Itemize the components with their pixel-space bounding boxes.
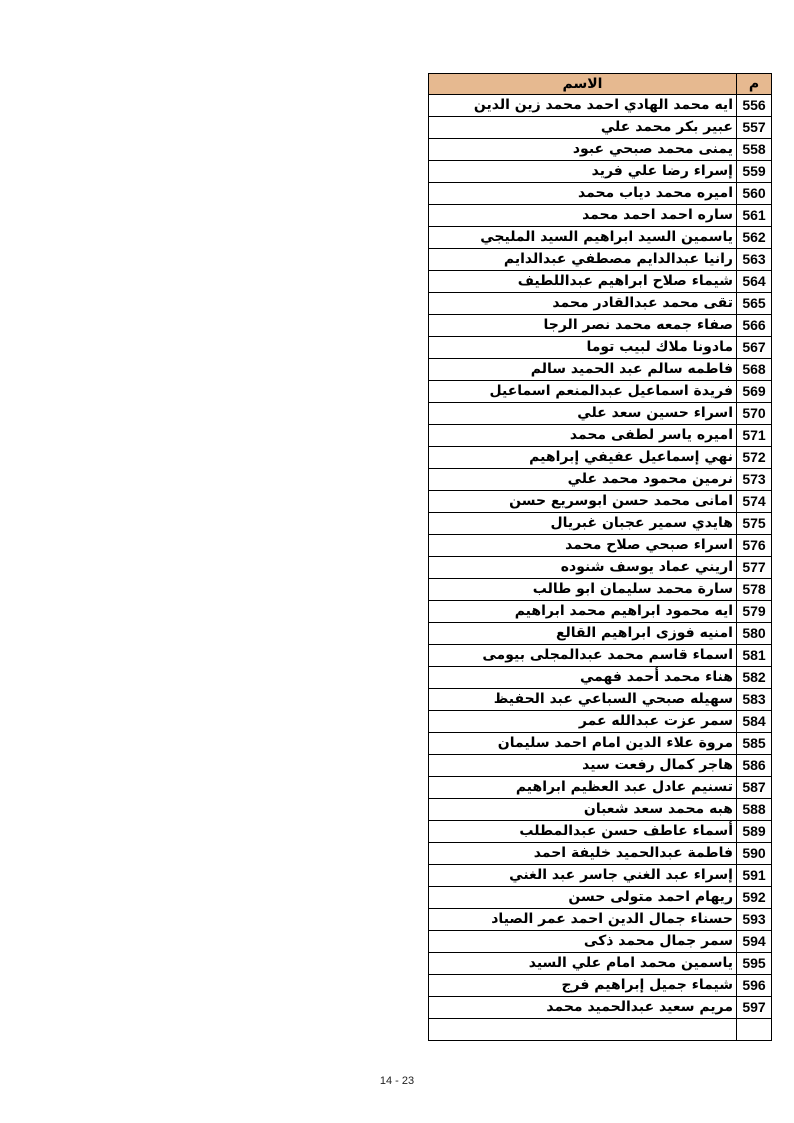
row-number: 572 (737, 447, 772, 469)
row-name: مروة علاء الدين امام احمد سليمان (429, 733, 737, 755)
row-number: 595 (737, 953, 772, 975)
row-name: اريني عماد يوسف شنوده (429, 557, 737, 579)
row-name: ياسمين محمد امام علي السيد (429, 953, 737, 975)
row-name: ياسمين السيد ابراهيم السيد المليجي (429, 227, 737, 249)
row-name: نرمين محمود محمد علي (429, 469, 737, 491)
row-name-empty (429, 1019, 737, 1041)
row-name: اسراء حسين سعد علي (429, 403, 737, 425)
row-number-empty (737, 1019, 772, 1041)
row-number: 558 (737, 139, 772, 161)
table-row (429, 271, 772, 293)
table-row (429, 469, 772, 491)
table-row (429, 821, 772, 843)
row-name: اميره ياسر لطفى محمد (429, 425, 737, 447)
row-number: 591 (737, 865, 772, 887)
row-number: 576 (737, 535, 772, 557)
row-name: يمنى محمد صبحي عبود (429, 139, 737, 161)
row-name: فاطمة عبدالحميد خليفة احمد (429, 843, 737, 865)
row-number: 579 (737, 601, 772, 623)
table-row (429, 403, 772, 425)
table-row (429, 425, 772, 447)
row-number: 583 (737, 689, 772, 711)
row-name: تسنيم عادل عبد العظيم ابراهيم (429, 777, 737, 799)
table-row (429, 359, 772, 381)
names-table (428, 73, 772, 1041)
row-name: اسماء قاسم محمد عبدالمجلى بيومى (429, 645, 737, 667)
row-name: أسماء عاطف حسن عبدالمطلب (429, 821, 737, 843)
row-number: 580 (737, 623, 772, 645)
row-name: تقى محمد عبدالقادر محمد (429, 293, 737, 315)
row-name: اسراء صبحي صلاح محمد (429, 535, 737, 557)
table-header-row (429, 74, 772, 95)
row-number: 581 (737, 645, 772, 667)
table-row (429, 931, 772, 953)
table-row (429, 645, 772, 667)
row-number: 570 (737, 403, 772, 425)
row-number: 575 (737, 513, 772, 535)
row-number: 569 (737, 381, 772, 403)
row-name: ساره احمد احمد محمد (429, 205, 737, 227)
table-row (429, 337, 772, 359)
row-name: ريهام احمد متولى حسن (429, 887, 737, 909)
table-row (429, 755, 772, 777)
row-number: 565 (737, 293, 772, 315)
row-name: إسراء رضا علي فريد (429, 161, 737, 183)
row-number: 574 (737, 491, 772, 513)
row-name: اميره محمد دياب محمد (429, 183, 737, 205)
table-row (429, 667, 772, 689)
table-row (429, 953, 772, 975)
row-number: 584 (737, 711, 772, 733)
row-name: مريم سعيد عبدالحميد محمد (429, 997, 737, 1019)
row-name: هناء محمد أحمد فهمي (429, 667, 737, 689)
table-row (429, 513, 772, 535)
row-name: صفاء جمعه محمد نصر الرجا (429, 315, 737, 337)
table-row (429, 623, 772, 645)
table-row (429, 293, 772, 315)
row-number: 561 (737, 205, 772, 227)
row-number: 577 (737, 557, 772, 579)
table-row (429, 139, 772, 161)
row-name: عبير بكر محمد علي (429, 117, 737, 139)
row-number: 563 (737, 249, 772, 271)
table-row (429, 557, 772, 579)
row-number: 571 (737, 425, 772, 447)
row-number: 590 (737, 843, 772, 865)
row-name: شيماء صلاح ابراهيم عبداللطيف (429, 271, 737, 293)
row-number: 586 (737, 755, 772, 777)
table-row (429, 887, 772, 909)
table-row (429, 733, 772, 755)
page-number: 14 - 23 (379, 1075, 415, 1087)
row-number: 578 (737, 579, 772, 601)
row-name: شيماء جميل إبراهيم فرج (429, 975, 737, 997)
table-row (429, 711, 772, 733)
row-name: فاطمه سالم عبد الحميد سالم (429, 359, 737, 381)
table-row (429, 249, 772, 271)
table-row (429, 579, 772, 601)
table-row (429, 689, 772, 711)
row-name: ايه محمد الهادي احمد محمد زين الدين (429, 95, 737, 117)
row-name: هاجر كمال رفعت سيد (429, 755, 737, 777)
row-name: سمر عزت عبدالله عمر (429, 711, 737, 733)
row-number: 596 (737, 975, 772, 997)
table-row (429, 843, 772, 865)
table-row (429, 117, 772, 139)
row-name: سهيله صبحي السباعي عبد الحفيظ (429, 689, 737, 711)
table-row (429, 161, 772, 183)
table-row (429, 997, 772, 1019)
row-name: حسناء جمال الدين احمد عمر الصياد (429, 909, 737, 931)
row-number: 567 (737, 337, 772, 359)
row-name: ايه محمود ابراهيم محمد ابراهيم (429, 601, 737, 623)
row-name: إسراء عبد الغني جاسر عبد الغني (429, 865, 737, 887)
table-row (429, 601, 772, 623)
column-header-name: الاسم (429, 74, 737, 95)
table-row (429, 909, 772, 931)
row-number: 585 (737, 733, 772, 755)
table-row (429, 799, 772, 821)
row-number: 589 (737, 821, 772, 843)
row-name: فريدة اسماعيل عبدالمنعم اسماعيل (429, 381, 737, 403)
row-number: 556 (737, 95, 772, 117)
row-number: 564 (737, 271, 772, 293)
row-number: 587 (737, 777, 772, 799)
row-name: مادونا ملاك لبيب توما (429, 337, 737, 359)
row-number: 559 (737, 161, 772, 183)
row-name: امنيه فوزى ابراهيم القالع (429, 623, 737, 645)
row-number: 562 (737, 227, 772, 249)
row-name: سارة محمد سليمان ابو طالب (429, 579, 737, 601)
table-row-empty (429, 1019, 772, 1041)
table-row (429, 447, 772, 469)
table-row (429, 777, 772, 799)
row-name: رانيا عبدالدايم مصطفي عبدالدايم (429, 249, 737, 271)
table-body (429, 95, 772, 1041)
row-name: هايدي سمير عجبان غبريال (429, 513, 737, 535)
table-row (429, 205, 772, 227)
row-number: 582 (737, 667, 772, 689)
row-number: 557 (737, 117, 772, 139)
row-number: 560 (737, 183, 772, 205)
table-row (429, 535, 772, 557)
table-row (429, 865, 772, 887)
row-number: 592 (737, 887, 772, 909)
row-number: 597 (737, 997, 772, 1019)
row-name: هبه محمد سعد شعبان (429, 799, 737, 821)
row-name: امانى محمد حسن ابوسريع حسن (429, 491, 737, 513)
row-number: 568 (737, 359, 772, 381)
table-row (429, 975, 772, 997)
column-header-number: م (737, 74, 772, 95)
table-row (429, 315, 772, 337)
row-name: سمر جمال محمد ذكى (429, 931, 737, 953)
row-name: نهي إسماعيل عفيفي إبراهيم (429, 447, 737, 469)
table-row (429, 491, 772, 513)
row-number: 588 (737, 799, 772, 821)
table-row (429, 381, 772, 403)
row-number: 594 (737, 931, 772, 953)
table-row (429, 95, 772, 117)
row-number: 566 (737, 315, 772, 337)
table-row (429, 227, 772, 249)
row-number: 593 (737, 909, 772, 931)
row-number: 573 (737, 469, 772, 491)
table-row (429, 183, 772, 205)
